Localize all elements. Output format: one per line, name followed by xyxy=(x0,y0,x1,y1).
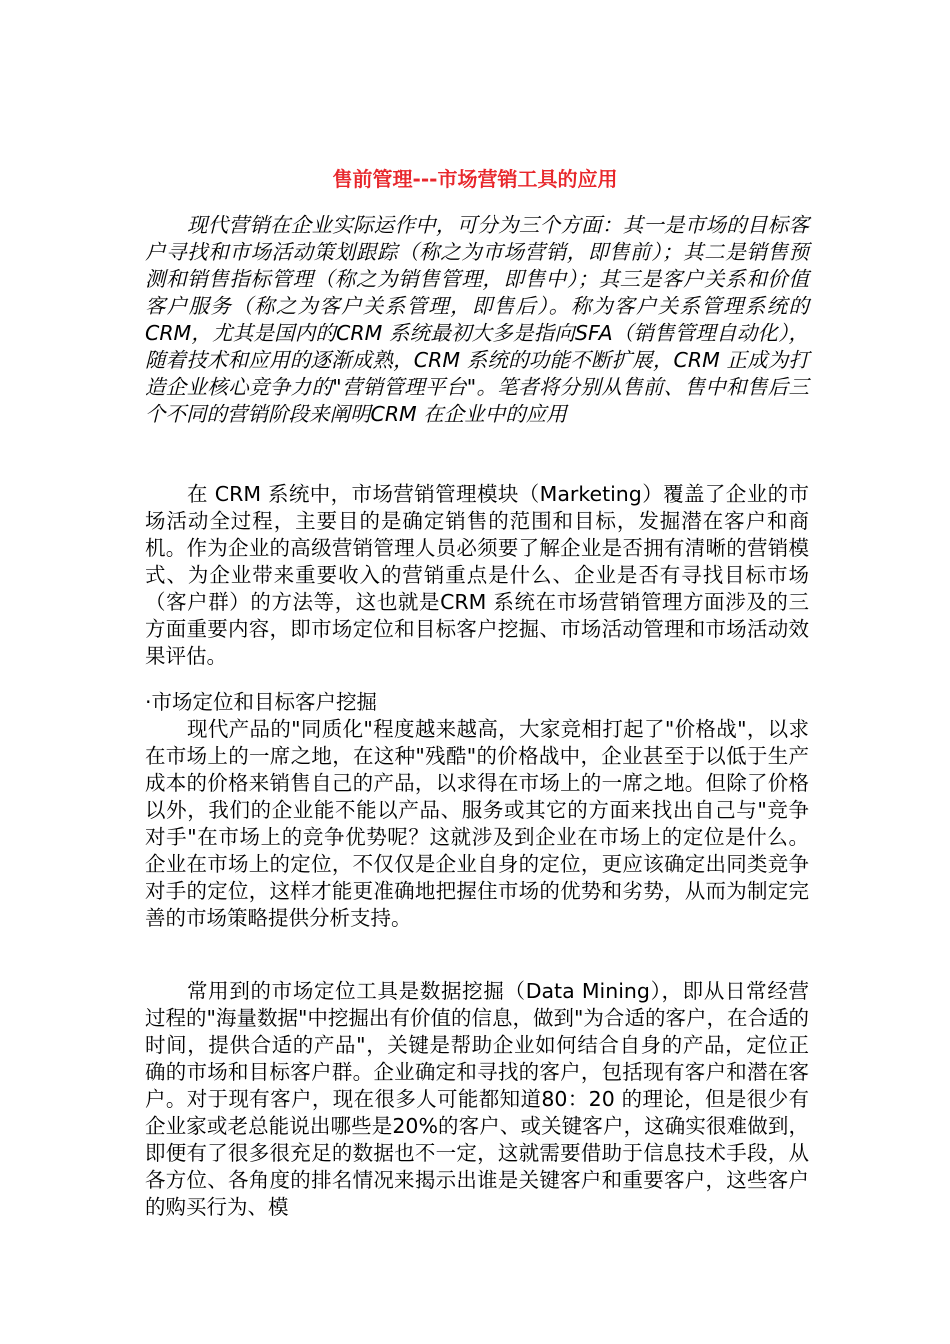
crm-marketing-paragraph: 在 CRM 系统中，市场营销管理模块（Marketing）覆盖了企业的市场活动全过程，主要目的是确定销售的范围和目标，发掘潜在客户和商机。作为企业的高级营销管理人员必须要了解企业是否拥有清晰的营销模式、为企业带来重要收入的营销重点是什么、企业是否有寻找目标市场（客户群）的方法等，这也就是CRM 系统在市场营销管理方面涉及的三方面重要内容，即市场定位和目标客户挖掘、市场活动管理和市场活动效果评估。 xyxy=(145,482,809,668)
document-title: 售前管理---市场营销工具的应用 xyxy=(332,167,618,191)
intro-paragraph: 现代营销在企业实际运作中，可分为三个方面：其一是市场的目标客户寻找和市场活动策划跟踪（称之为市场营销，即售前）；其二是销售预测和销售指标管理（称之为销售管理，即售中）；其三是客户关系和价值客户服务（称之为客户关系管理，即售后）。称为客户关系管理系统的CRM，尤其是国内的CRM 系统最初大多是指向SFA（销售管理自动化），随着技术和应用的逐渐成熟，CRM 系统的功能不断扩展，CRM 正成为打造企业核心竞争力的"营销管理平台"。笔者将分别从售前、售中和售后三个不同的营销阶段来阐明CRM 在企业中的应用 xyxy=(145,213,809,426)
data-mining-paragraph: 常用到的市场定位工具是数据挖掘（Data Mining），即从日常经营过程的"海量数据"中挖掘出有价值的信息，做到"为合适的客户，在合适的时间，提供合适的产品"，关键是帮助企业如何结合自身的产品，定位正确的市场和目标客户群。企业确定和寻找的客户，包括现有客户和潜在客户。对于现有客户，现在很多人可能都知道80：20 的理论，但是很少有企业家或老总能说出哪些是20%的客户、或关键客户，这确实很难做到，即便有了很多很充足的数据也不一定，这就需要借助于信息技术手段，从各方位、各角度的排名情况来揭示出谁是关键客户和重要客户，这些客户的购买行为、模 xyxy=(145,979,809,1219)
market-positioning-paragraph: 现代产品的"同质化"程度越来越高，大家竞相打起了"价格战"，以求在市场上的一席之地，在这种"残酷"的价格战中，企业甚至于以低于生产成本的价格来销售自己的产品，以求得在市场上的一席之地。但除了价格以外，我们的企业能不能以产品、服务或其它的方面来找出自己与"竞争对手"在市场上的竞争优势呢？这就涉及到企业在市场上的定位是什么。企业在市场上的定位，不仅仅是企业自身的定位，更应该确定出同类竞争对手的定位，这样才能更准确地把握住市场的优势和劣势，从而为制定完善的市场策略提供分析支持。 xyxy=(145,717,809,930)
section-heading: ·市场定位和目标客户挖掘 xyxy=(145,690,378,714)
